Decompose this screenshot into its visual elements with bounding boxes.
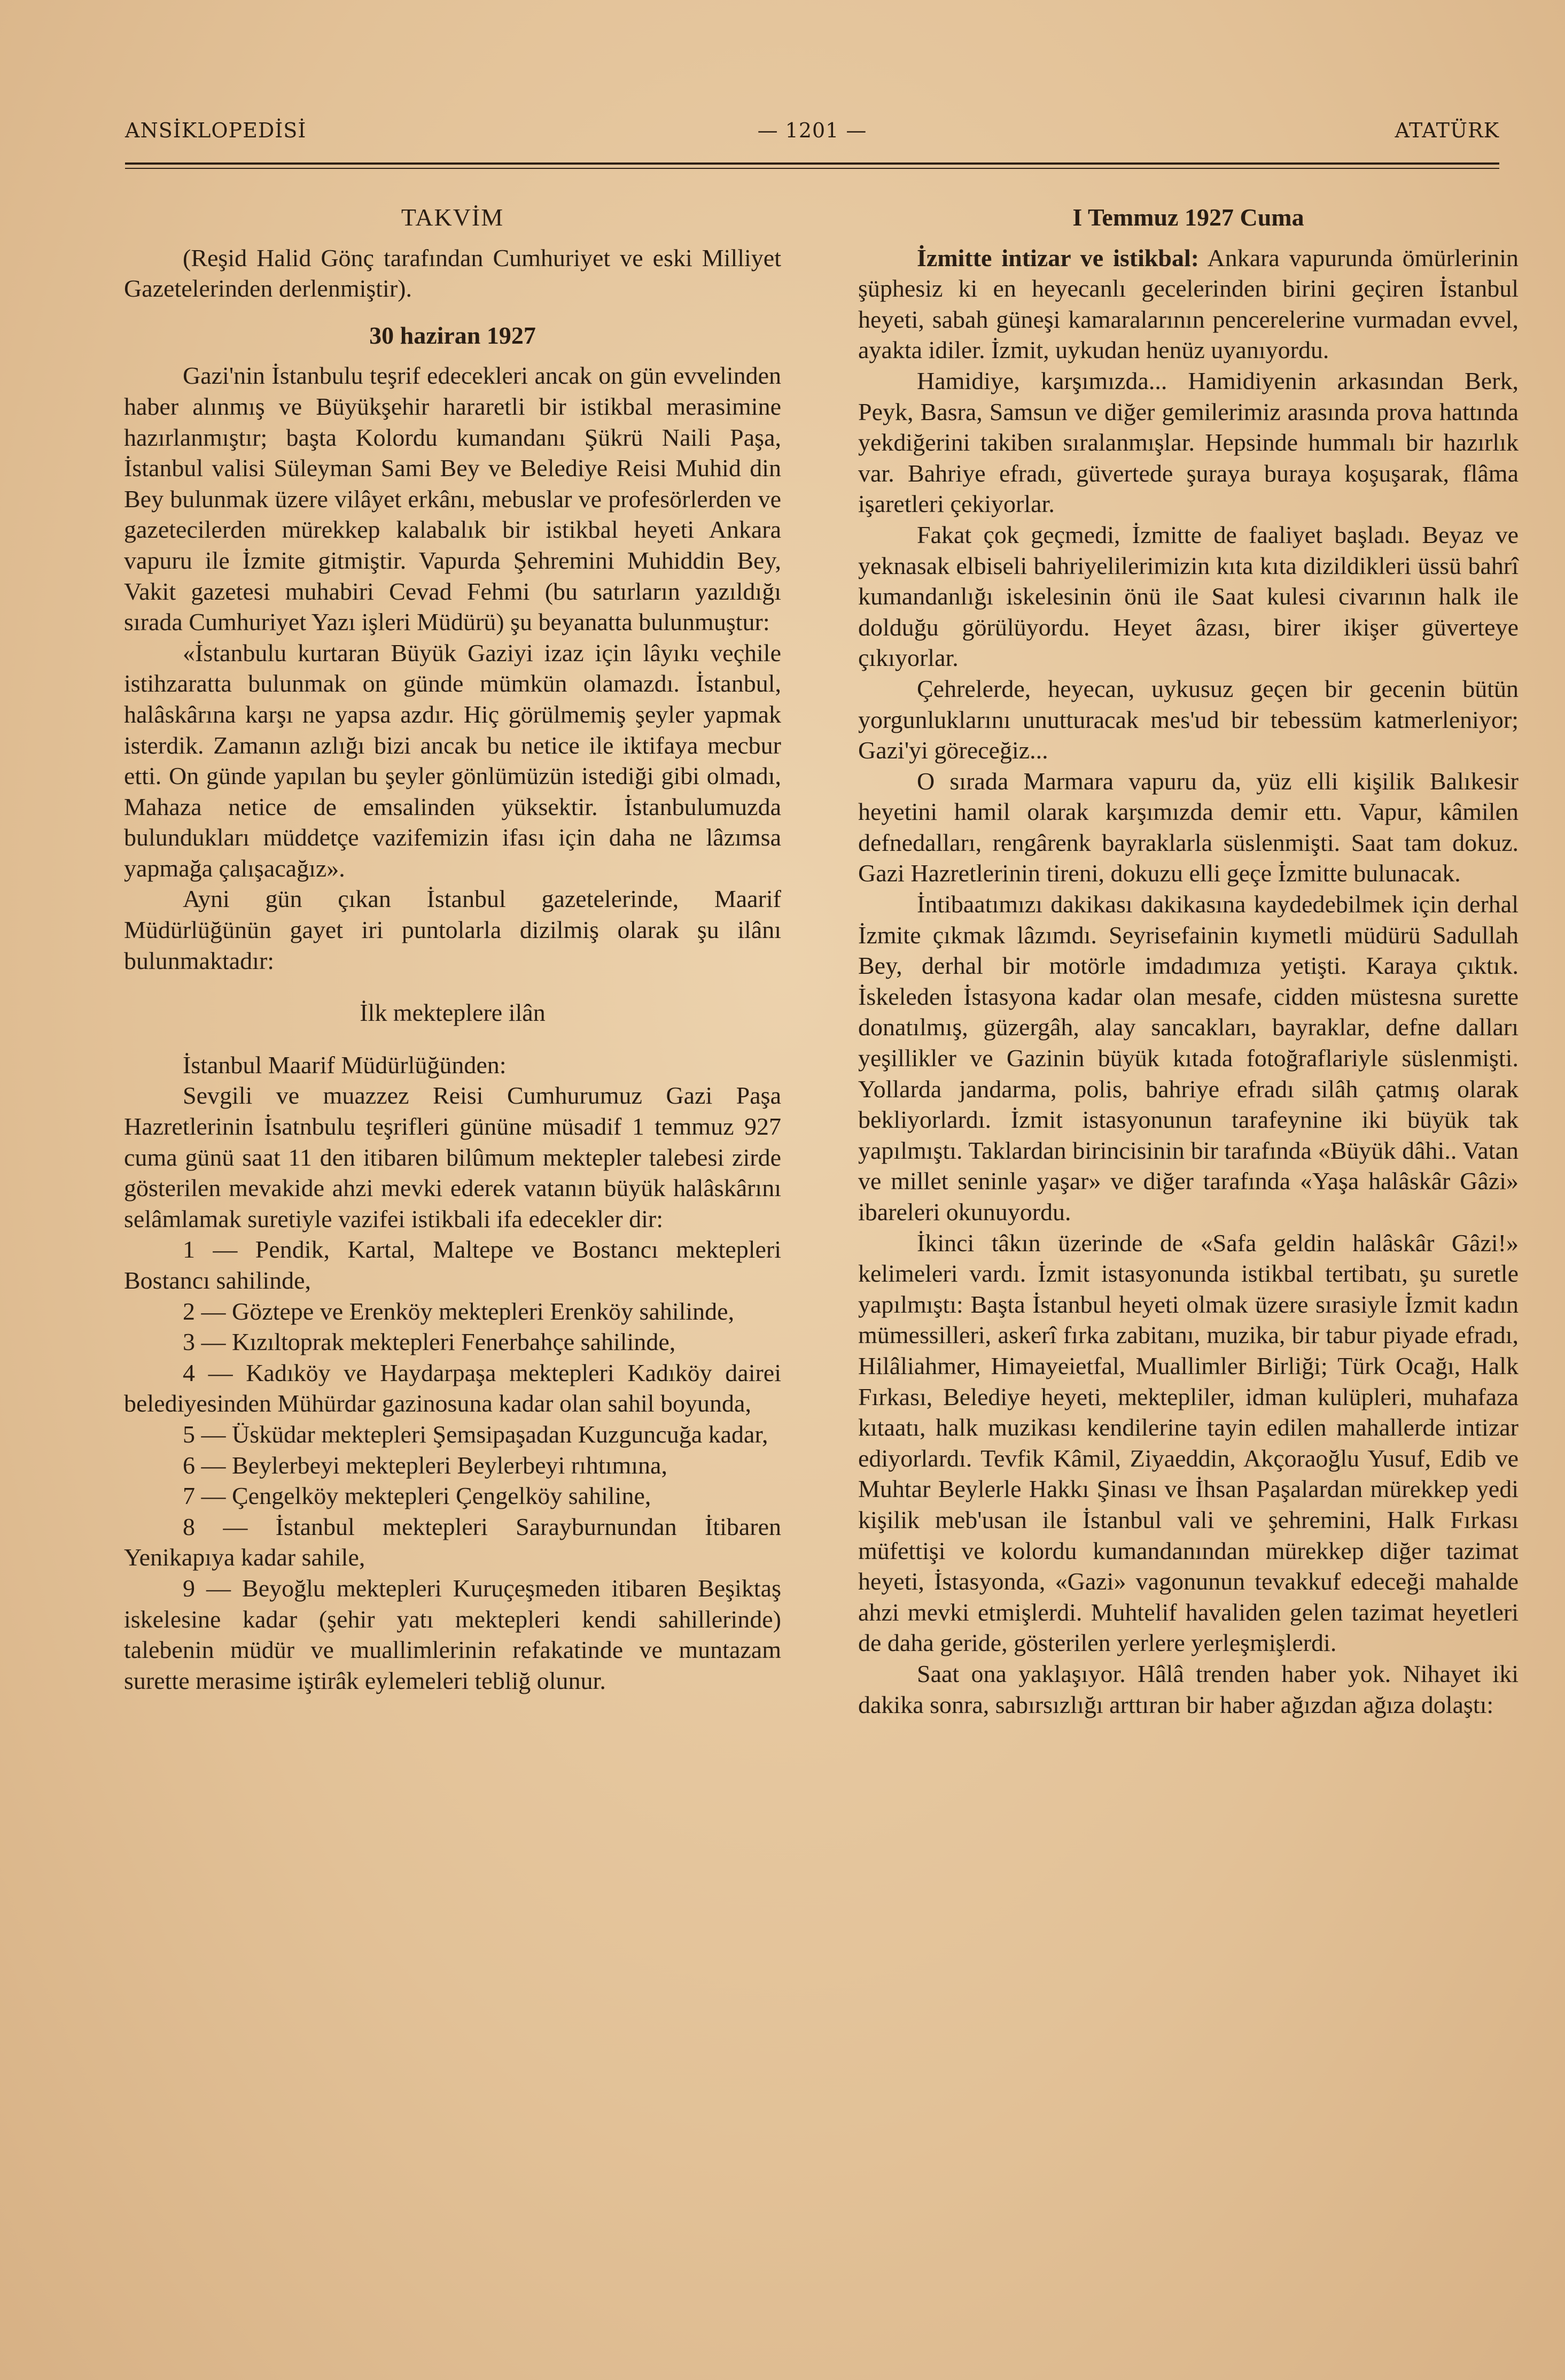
list-item: 6 — Beylerbeyi mektepleri Beylerbeyi rıhtımına, — [183, 1451, 667, 1479]
page-number: — 1201 — — [757, 119, 867, 142]
header-left: ANSİKLOPEDİSİ — [125, 119, 307, 142]
running-header — [125, 119, 1499, 151]
list-item: 1 — Pendik, Kartal, Maltepe ve Bostancı mektepleri Bostancı sahilinde, — [124, 1236, 781, 1294]
list-item: 5 — Üsküdar mektepleri Şemsipaşadan Kuzguncuğa kadar, — [183, 1420, 768, 1448]
list-item: 3 — Kızıltoprak mektepleri Fenerbahçe sahilinde, — [183, 1328, 676, 1356]
date-heading: I Temmuz 1927 Cuma — [1072, 204, 1304, 231]
header-rule-thin — [125, 168, 1499, 169]
notice-from: İstanbul Maarif Müdürlüğünden: — [183, 1051, 507, 1079]
list-item: 4 — Kadıköy ve Haydarpaşa mektepleri Kadıköy dairei belediyesinden Mühürdar gazinosuna kadar olan sahil boyunda, — [124, 1359, 781, 1417]
lead-bold: İzmitte intizar ve istikbal: — [917, 244, 1200, 272]
paragraph: Saat ona yaklaşıyor. Hâlâ trenden haber yok. Nihayet iki dakika sonra, sabırsızlığı arttıran bir haber ağızdan ağıza dolaştı: — [858, 1660, 1519, 1718]
list-item: 8 — İstanbul mektepleri Sarayburnundan İtibaren Yenikapıya kadar sahile, — [124, 1513, 781, 1571]
right-column — [858, 202, 1519, 1720]
paragraph: İntibaatımızı dakikası dakikasına kaydedebilmek için derhal İzmite çıkmak lâzımdı. Seyrisefainin kıymetli müdürü Sadullah Bey, derhal bir motörle imdadımıza yetişti. Karaya çıktık. İskeleden İstasyona kadar olan mesafe, cidden müstesna surette donatılmış, güzergâh, alay sancakları, bayraklar, defne dalları yeşillikler ve Gazinin büyük kıtada fotoğraflariyle süslenmişti. Yollarda jandarma, polis, bahriye efradı silâh çatmış olarak bekliyorlardı. İzmit istasyonunun tarafeynine iki büyük tak yapılmıştı. Taklardan birincisinin bir tarafında «Büyük dâhi.. Vatan ve millet seninle yaşar» ve diğer tarafında «Yaşa halâskâr Gâzi» ibareleri okunuyordu. — [858, 890, 1519, 1226]
paragraph: Gazi'nin İstanbulu teşrif edecekleri ancak on gün evvelinden haber alınmış ve Büyükşehir hararetli bir istikbal merasimine hazırlanmıştır; başta Kolordu kumandanı Şükrü Naili Paşa, İstanbul valisi Süleyman Sami Bey ve Belediye Reisi Muhid din Bey bulunmak üzere vilâyet erkânı, mebuslar ve profesörlerden ve gazetecilerden mürekkep kalabalık bir istikbal heyeti Ankara vapuru ile İzmite gitmiştir. Vapurda Şehremini Muhiddin Bey, Vakit gazetesi muhabiri Cevad Fehmi (bu satırların yazıldığı sırada Cumhuriyet Yazı işleri Müdürü) şu beyanatta bulunmuştur: — [124, 362, 781, 636]
section-title: TAKVİM — [401, 204, 504, 231]
section-subtitle: (Reşid Halid Gönç tarafından Cumhuriyet ve eski Milliyet Gazetelerinden derlenmiştir). — [124, 244, 781, 303]
lead-paragraph — [858, 243, 1519, 366]
paragraph: Fakat çok geçmedi, İzmitte de faaliyet başladı. Beyaz ve yeknasak elbiseli bahriyelilerimizin kıta kıta dizildikleri üssü bahrî kumandanlığı iskelesinin önü ile Saat kulesi civarının halk ile dolduğu görülüyordu. Heyet âzası, birer ikişer güverteye çıkıyorlar. — [858, 521, 1519, 672]
lead-text: Ankara vapurunda ömürlerinin şüphesiz ki en heyecanlı gecelerinden birini geçiren İstanbul heyeti, sabah güneşi kamaralarının pencerelerine vurmadan evvel, ayakta idiler. İzmit, uykudan henüz uyanıyordu. — [858, 244, 1519, 364]
paragraph: Hamidiye, karşımızda... Hamidiyenin arkasından Berk, Peyk, Basra, Samsun ve diğer gemilerimiz arasında prova hattında yekdiğerini takiben sıralanmışlar. Hepsinde hummalı bir hazırlık var. Bahriye efradı, güvertede şuraya buraya koşuşarak, flâma işaretleri çekiyorlar. — [858, 367, 1519, 518]
left-column — [124, 202, 781, 1696]
header-right: ATATÜRK — [1395, 119, 1499, 142]
list-item: 7 — Çengelköy mektepleri Çengelköy sahiline, — [183, 1482, 651, 1510]
paragraph: «İstanbulu kurtaran Büyük Gaziyi izaz için lâyıkı veçhile istihzaratta bulunmak on günde mümkün olamazdı. İstanbul, halâskârına karşı ne yapsa azdır. Hiç görülmemiş şeyler yapmak isterdik. Zamanın azlığı bizi ancak bu netice ile iktifaya mecbur etti. On günde yapılan bu şeyler gönlümüzün istediği gibi olmadı, Mahaza netice de emsalinden yüksektir. İstanbulumuzda bulundukları müddetçe vazifemizin ifası için daha ne lâzımsa yapmağa çalışacağız». — [124, 639, 781, 882]
paragraph: Ayni gün çıkan İstanbul gazetelerinde, Maarif Müdürlüğünün gayet iri puntolarla dizilmiş olarak şu ilânı bulunmaktadır: — [124, 885, 781, 974]
paragraph: O sırada Marmara vapuru da, yüz elli kişilik Balıkesir heyetini hamil olarak karşımızda demir ettı. Vapur, kâmilen defnedalları, rengârenk bayraklarla süslenmişti. Saat tam dokuz. Gazi Hazretlerinin tireni, dokuzu elli geçe İzmitte bulunacak. — [858, 767, 1519, 887]
paragraph: Çehrelerde, heyecan, uykusuz geçen bir gecenin bütün yorgunluklarını unutturacak mes'ud bir tebessüm katmerleniyor; Gazi'yi göreceğiz... — [858, 675, 1519, 764]
date-heading: 30 haziran 1927 — [369, 321, 536, 349]
list-item: 9 — Beyoğlu mektepleri Kuruçeşmeden itibaren Beşiktaş iskelesine kadar (şehir yatı mektepleri kendi sahillerinde) talebenin müdür ve muallimlerinin refakatinde ve muntazam surette merasime iştirâk eylemeleri tebliğ olunur. — [124, 1574, 781, 1694]
notice-title: İlk mekteplere ilân — [360, 999, 546, 1027]
header-rule — [125, 162, 1499, 165]
notice-body: Sevgili ve muazzez Reisi Cumhurumuz Gazi Paşa Hazretlerinin İsatnbulu teşrifleri gününe müsadif 1 temmuz 927 cuma günü saat 11 den itibaren bilûmum mektepler talebesi zirde gösterilen mevakide ahzi mevki ederek vatanın büyük halâskârını selâmlamak suretiyle vazifei istikbali ifa edecekler dir: — [124, 1082, 781, 1232]
paragraph: İkinci tâkın üzerinde de «Safa geldin halâskâr Gâzi!» kelimeleri vardı. İzmit istasyonunda istikbal tertibatı, şu suretle yapılmıştı: Başta İstanbul heyeti olmak üzere sırasiyle İzmit kadın mümessilleri, askerî fırka zabitanı, muzika, bir tabur piyade efradı, Hilâliahmer, Himayeietfal, Muallimler Birliği; Türk Ocağı, Halk Fırkası, Belediye heyeti, mektepliler, idman kulüpleri, muhafaza kıtaatı, halk muzikası kendilerine tayin edilen mahallerde intizar ediyorlardı. Tevfik Kâmil, Ziyaeddin, Akçoraoğlu Yusuf, Edib ve Muhtar Beylerle Hakkı Şinası ve İhsan Paşalardan mürekkep yedi kişilik meb'usan ile İstanbul vali ve şehremini, Halk Fırkası müfettişi ve kolordu kumandanından mürekkep diğer tazimat heyeti, İstasyonda, «Gazi» vagonunun tevakkuf edeceği mahalde ahzi mevki etmişlerdi. Muhtelif havaliden gelen tazimat heyetleri de daha geride, gösterilen yerlere yerleşmişlerdi. — [858, 1229, 1519, 1657]
list-item: 2 — Göztepe ve Erenköy mektepleri Erenköy sahilinde, — [183, 1297, 735, 1325]
